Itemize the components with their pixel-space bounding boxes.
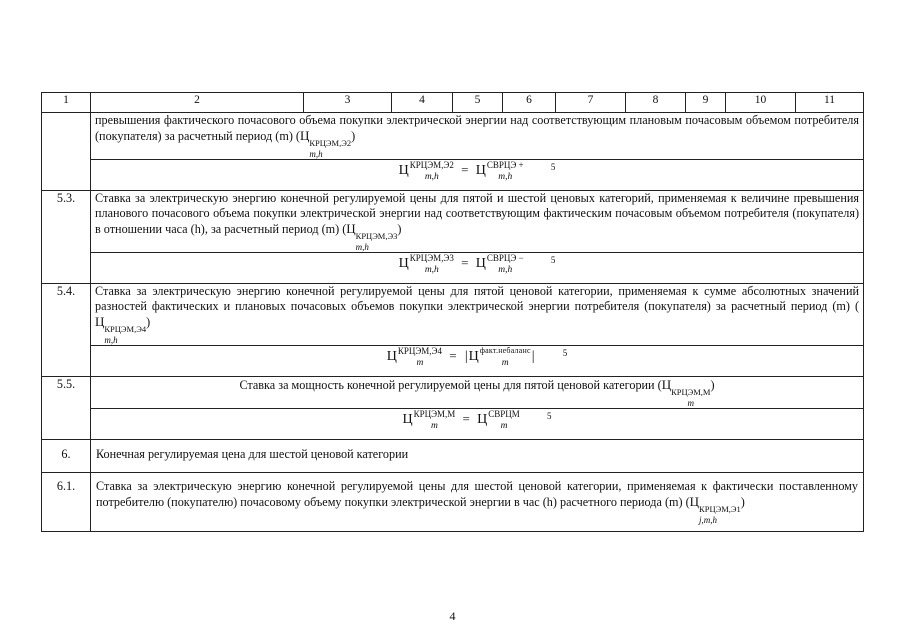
table-row: [42, 284, 864, 346]
row-description: Ставка за мощность конечной регулируемой цены для пятой ценовой категории (Ц КРЦЭМ,М m ): [91, 377, 864, 409]
row-description: Конечная регулируемая цена для шестой ценовой категории: [91, 440, 864, 473]
header-cell: 1: [42, 93, 91, 113]
page-number: 4: [449, 609, 456, 623]
row-number: 6.1.: [42, 473, 91, 532]
formula-cell: [91, 346, 864, 377]
header-cell: 4: [392, 93, 453, 113]
row-description: Ставка за электрическую энергию конечной регулируемой цены для пятой ценовой категории, применяемая к сумме абсолютных значений разностей фактических и плановых почасовых объемов покупки электрической энергии потребителя (покупателя) за расчетный период (m) (Ц КРЦЭМ,Э4 m,h ): [91, 284, 864, 346]
header-cell: 6: [503, 93, 556, 113]
formula-cell: [91, 253, 864, 284]
row-description: Ставка за электрическую энергию конечной регулируемой цены для пятой и шестой ценовых категорий, применяемая к величине превышения планового почасового объема покупки электрической энергии над соответствующим фактическим почасовым объемом потребителя (покупателя) в отношении часа (h), за расчетный период (m) (Ц КРЦЭМ,Э3 m,h ): [91, 191, 864, 253]
table-row: [42, 473, 864, 532]
formula-cell: [91, 160, 864, 191]
header-cell: 7: [556, 93, 626, 113]
row-description: Ставка за электрическую энергию конечной регулируемой цены для шестой ценовой категории, применяемая к фактически поставленному потребителю (покупателю) почасовому объему покупки электрической энергии в час (h) расчетного периода (m) (Ц КРЦЭМ,Э1 j,m,h ): [91, 473, 864, 532]
table-row: [42, 440, 864, 473]
header-cell: 2: [91, 93, 304, 113]
header-cell: 3: [304, 93, 392, 113]
formula-row: [42, 409, 864, 440]
header-row: [42, 93, 864, 113]
table-row: [42, 191, 864, 253]
row-description: превышения фактического почасового объема покупки электрической энергии над соответствующим плановым почасовым объемом потребителя (покупателя) за расчетный период (m) (Ц КРЦЭМ,Э2 m,h ): [91, 113, 864, 160]
inline-symbol: Ц КРЦЭМ,Э3 m,h: [346, 221, 398, 252]
formula: Ц КРЦЭМ,Э4 m = |Ц факт.небаланс m | $^5$: [386, 346, 568, 369]
row-number-cell: [42, 113, 91, 191]
header-cell: 9: [686, 93, 726, 113]
formula: Ц КРЦЭМ,Э3 m,h = Ц СВРЦЭ − m,h $^5$: [398, 253, 556, 276]
header-cell: 8: [626, 93, 686, 113]
header-cell: 11: [796, 93, 864, 113]
formula: Ц КРЦЭМ,М m = Ц СВРЦМ m $^5$: [402, 409, 552, 432]
row-number: 5.5.: [42, 377, 91, 440]
table-row: [42, 377, 864, 409]
header-cell: 10: [726, 93, 796, 113]
formula: Ц КРЦЭМ,Э2 m,h = Ц СВРЦЭ + m,h $^5$: [398, 160, 556, 183]
inline-symbol: Ц КРЦЭМ,М m: [661, 377, 711, 408]
formula-row: [42, 346, 864, 377]
inline-symbol: Ц КРЦЭМ,Э1 j,m,h: [689, 494, 741, 525]
formula-cell: [91, 409, 864, 440]
row-number: 6.: [42, 440, 91, 473]
formula-row: [42, 253, 864, 284]
inline-symbol: Ц КРЦЭМ,Э2 m,h: [300, 128, 352, 159]
formula-row: [42, 160, 864, 191]
table-row: [42, 113, 864, 160]
row-number: 5.3.: [42, 191, 91, 284]
inline-symbol: Ц КРЦЭМ,Э4 m,h: [95, 314, 147, 345]
tariff-table: [41, 92, 864, 532]
row-number: 5.4.: [42, 284, 91, 377]
header-cell: 5: [453, 93, 503, 113]
